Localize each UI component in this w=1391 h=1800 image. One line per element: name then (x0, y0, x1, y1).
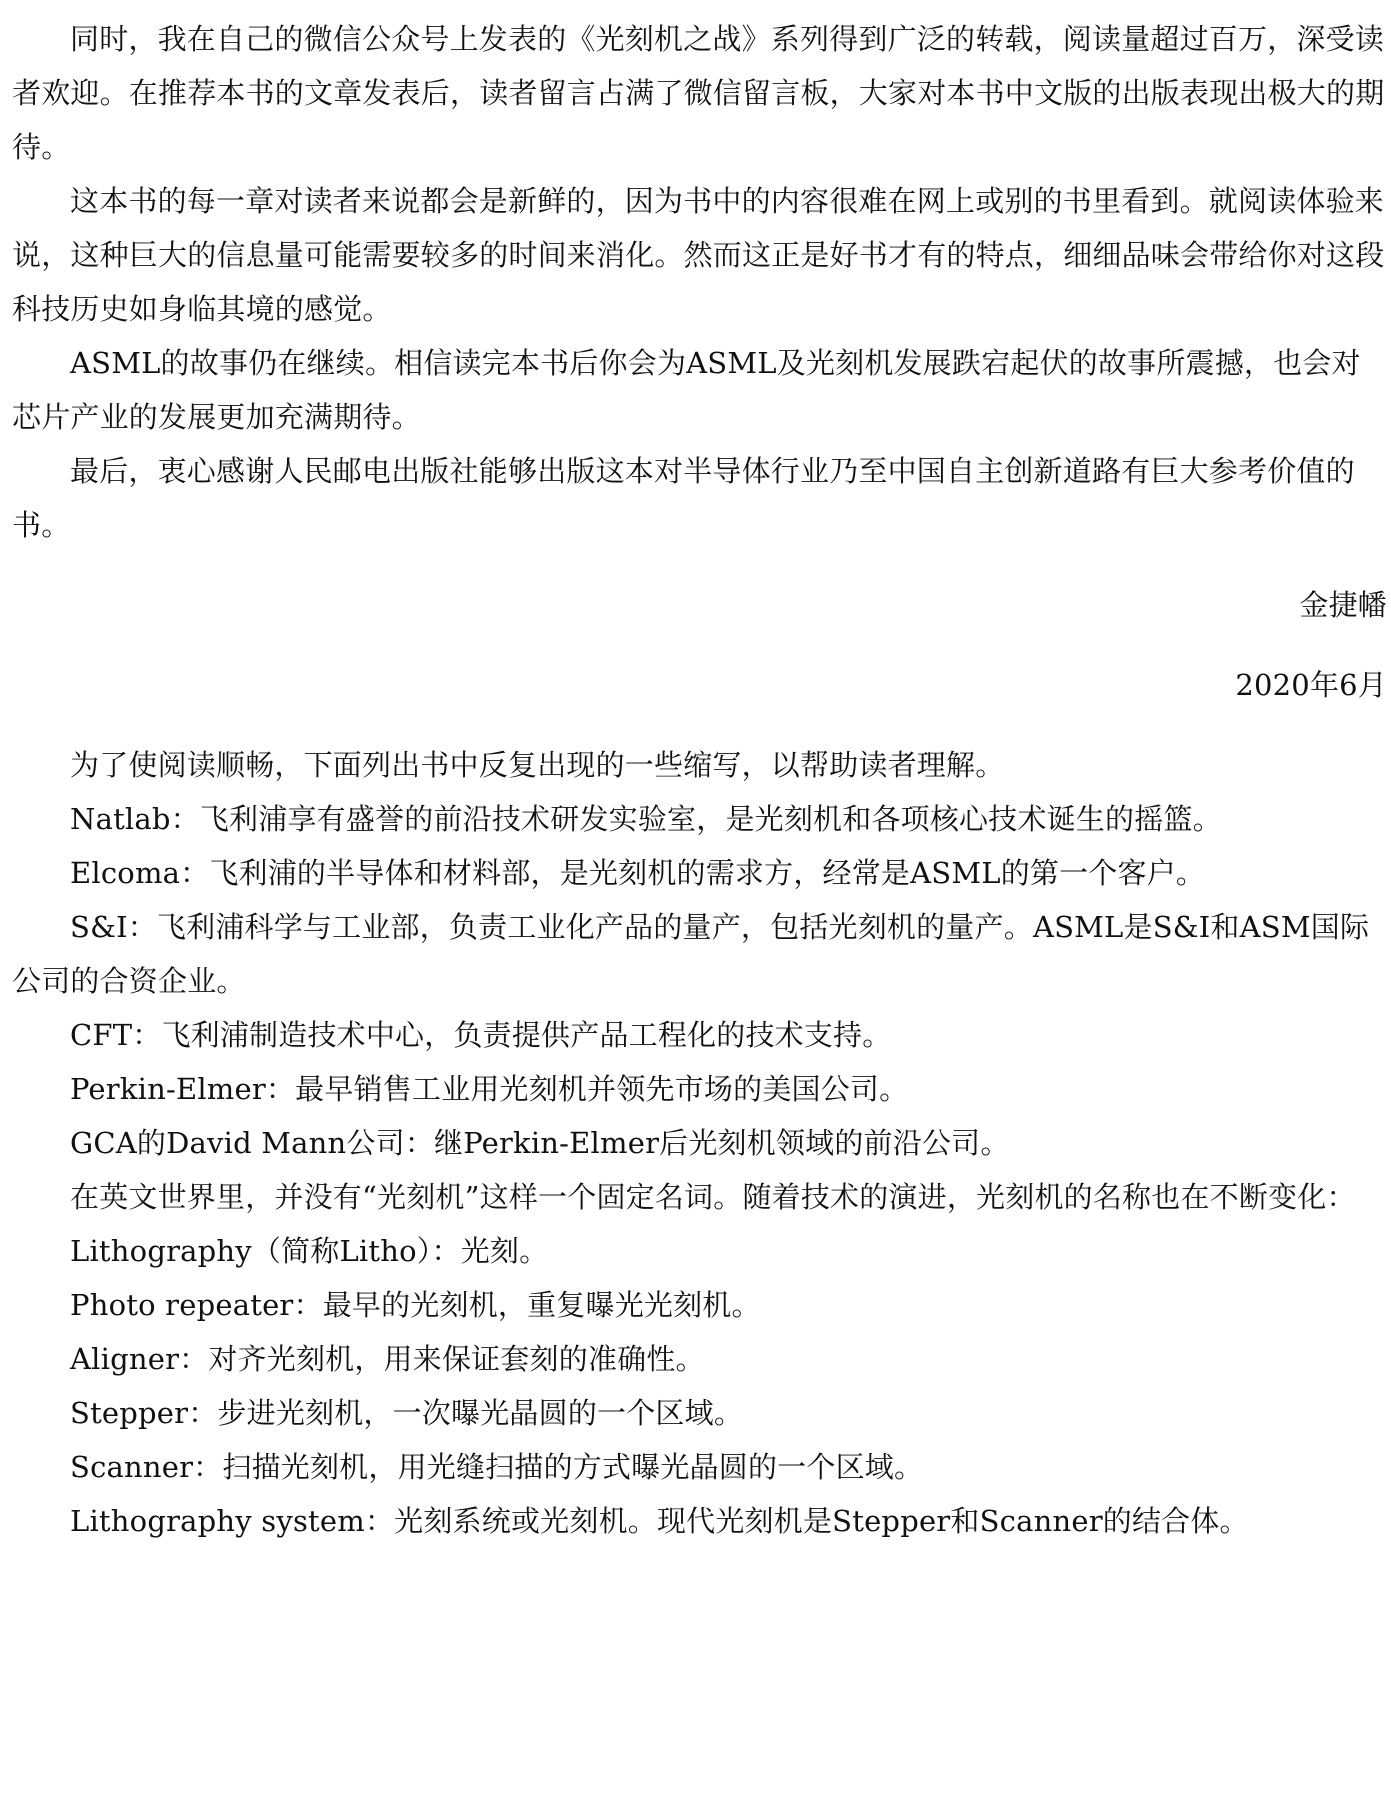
abbreviation-cft: CFT：飞利浦制造技术中心，负责提供产品工程化的技术支持。 (70, 1018, 892, 1052)
abbreviations-intro: 为了使阅读顺畅，下面列出书中反复出现的一些缩写，以帮助读者理解。 (70, 748, 1005, 782)
abbreviation-s-and-i: S&I：飞利浦科学与工业部，负责工业化产品的量产，包括光刻机的量产。ASML是S&I和ASM国际公司的合资企业。 (12, 910, 1370, 998)
term-lithography-system: Lithography system：光刻系统或光刻机。现代光刻机是Stepper和Scanner的结合体。 (70, 1504, 1249, 1538)
preface-paragraph-2: 这本书的每一章对读者来说都会是新鲜的，因为书中的内容很难在网上或别的书里看到。就阅读体验来说，这种巨大的信息量可能需要较多的时间来消化。然而这正是好书才有的特点，细细品味会带给你对这段科技历史如身临其境的感觉。 (12, 184, 1385, 326)
document-page (12, 12, 1387, 1548)
term-aligner: Aligner：对齐光刻机，用来保证套刻的准确性。 (70, 1342, 705, 1376)
term-scanner: Scanner：扫描光刻机，用光缝扫描的方式曝光晶圆的一个区域。 (70, 1450, 924, 1484)
term-lithography: Lithography（简称Litho）：光刻。 (70, 1234, 549, 1268)
abbreviation-elcoma: Elcoma：飞利浦的半导体和材料部，是光刻机的需求方，经常是ASML的第一个客户。 (70, 856, 1206, 890)
signature-date: 2020年6月 (1235, 668, 1387, 702)
abbreviation-natlab: Natlab：飞利浦享有盛誉的前沿技术研发实验室，是光刻机和各项核心技术诞生的摇篮。 (70, 802, 1222, 836)
abbreviation-gca: GCA的David Mann公司：继Perkin-Elmer后光刻机领域的前沿公司。 (70, 1126, 1010, 1160)
naming-intro: 在英文世界里，并没有“光刻机”这样一个固定名词。随着技术的演进，光刻机的名称也在不断变化： (70, 1180, 1356, 1214)
preface-paragraph-3: ASML的故事仍在继续。相信读完本书后你会为ASML及光刻机发展跌宕起伏的故事所震撼，也会对芯片产业的发展更加充满期待。 (12, 346, 1361, 434)
term-stepper: Stepper：步进光刻机，一次曝光晶圆的一个区域。 (70, 1396, 744, 1430)
preface-paragraph-1: 同时，我在自己的微信公众号上发表的《光刻机之战》系列得到广泛的转载，阅读量超过百万，深受读者欢迎。在推荐本书的文章发表后，读者留言占满了微信留言板，大家对本书中文版的出版表现出极大的期待。 (12, 22, 1385, 164)
signature-author: 金捷幡 (1299, 588, 1387, 622)
abbreviation-perkin-elmer: Perkin-Elmer：最早销售工业用光刻机并领先市场的美国公司。 (70, 1072, 909, 1106)
term-photo-repeater: Photo repeater：最早的光刻机，重复曝光光刻机。 (70, 1288, 761, 1322)
preface-paragraph-4: 最后，衷心感谢人民邮电出版社能够出版这本对半导体行业乃至中国自主创新道路有巨大参考价值的书。 (12, 454, 1355, 542)
